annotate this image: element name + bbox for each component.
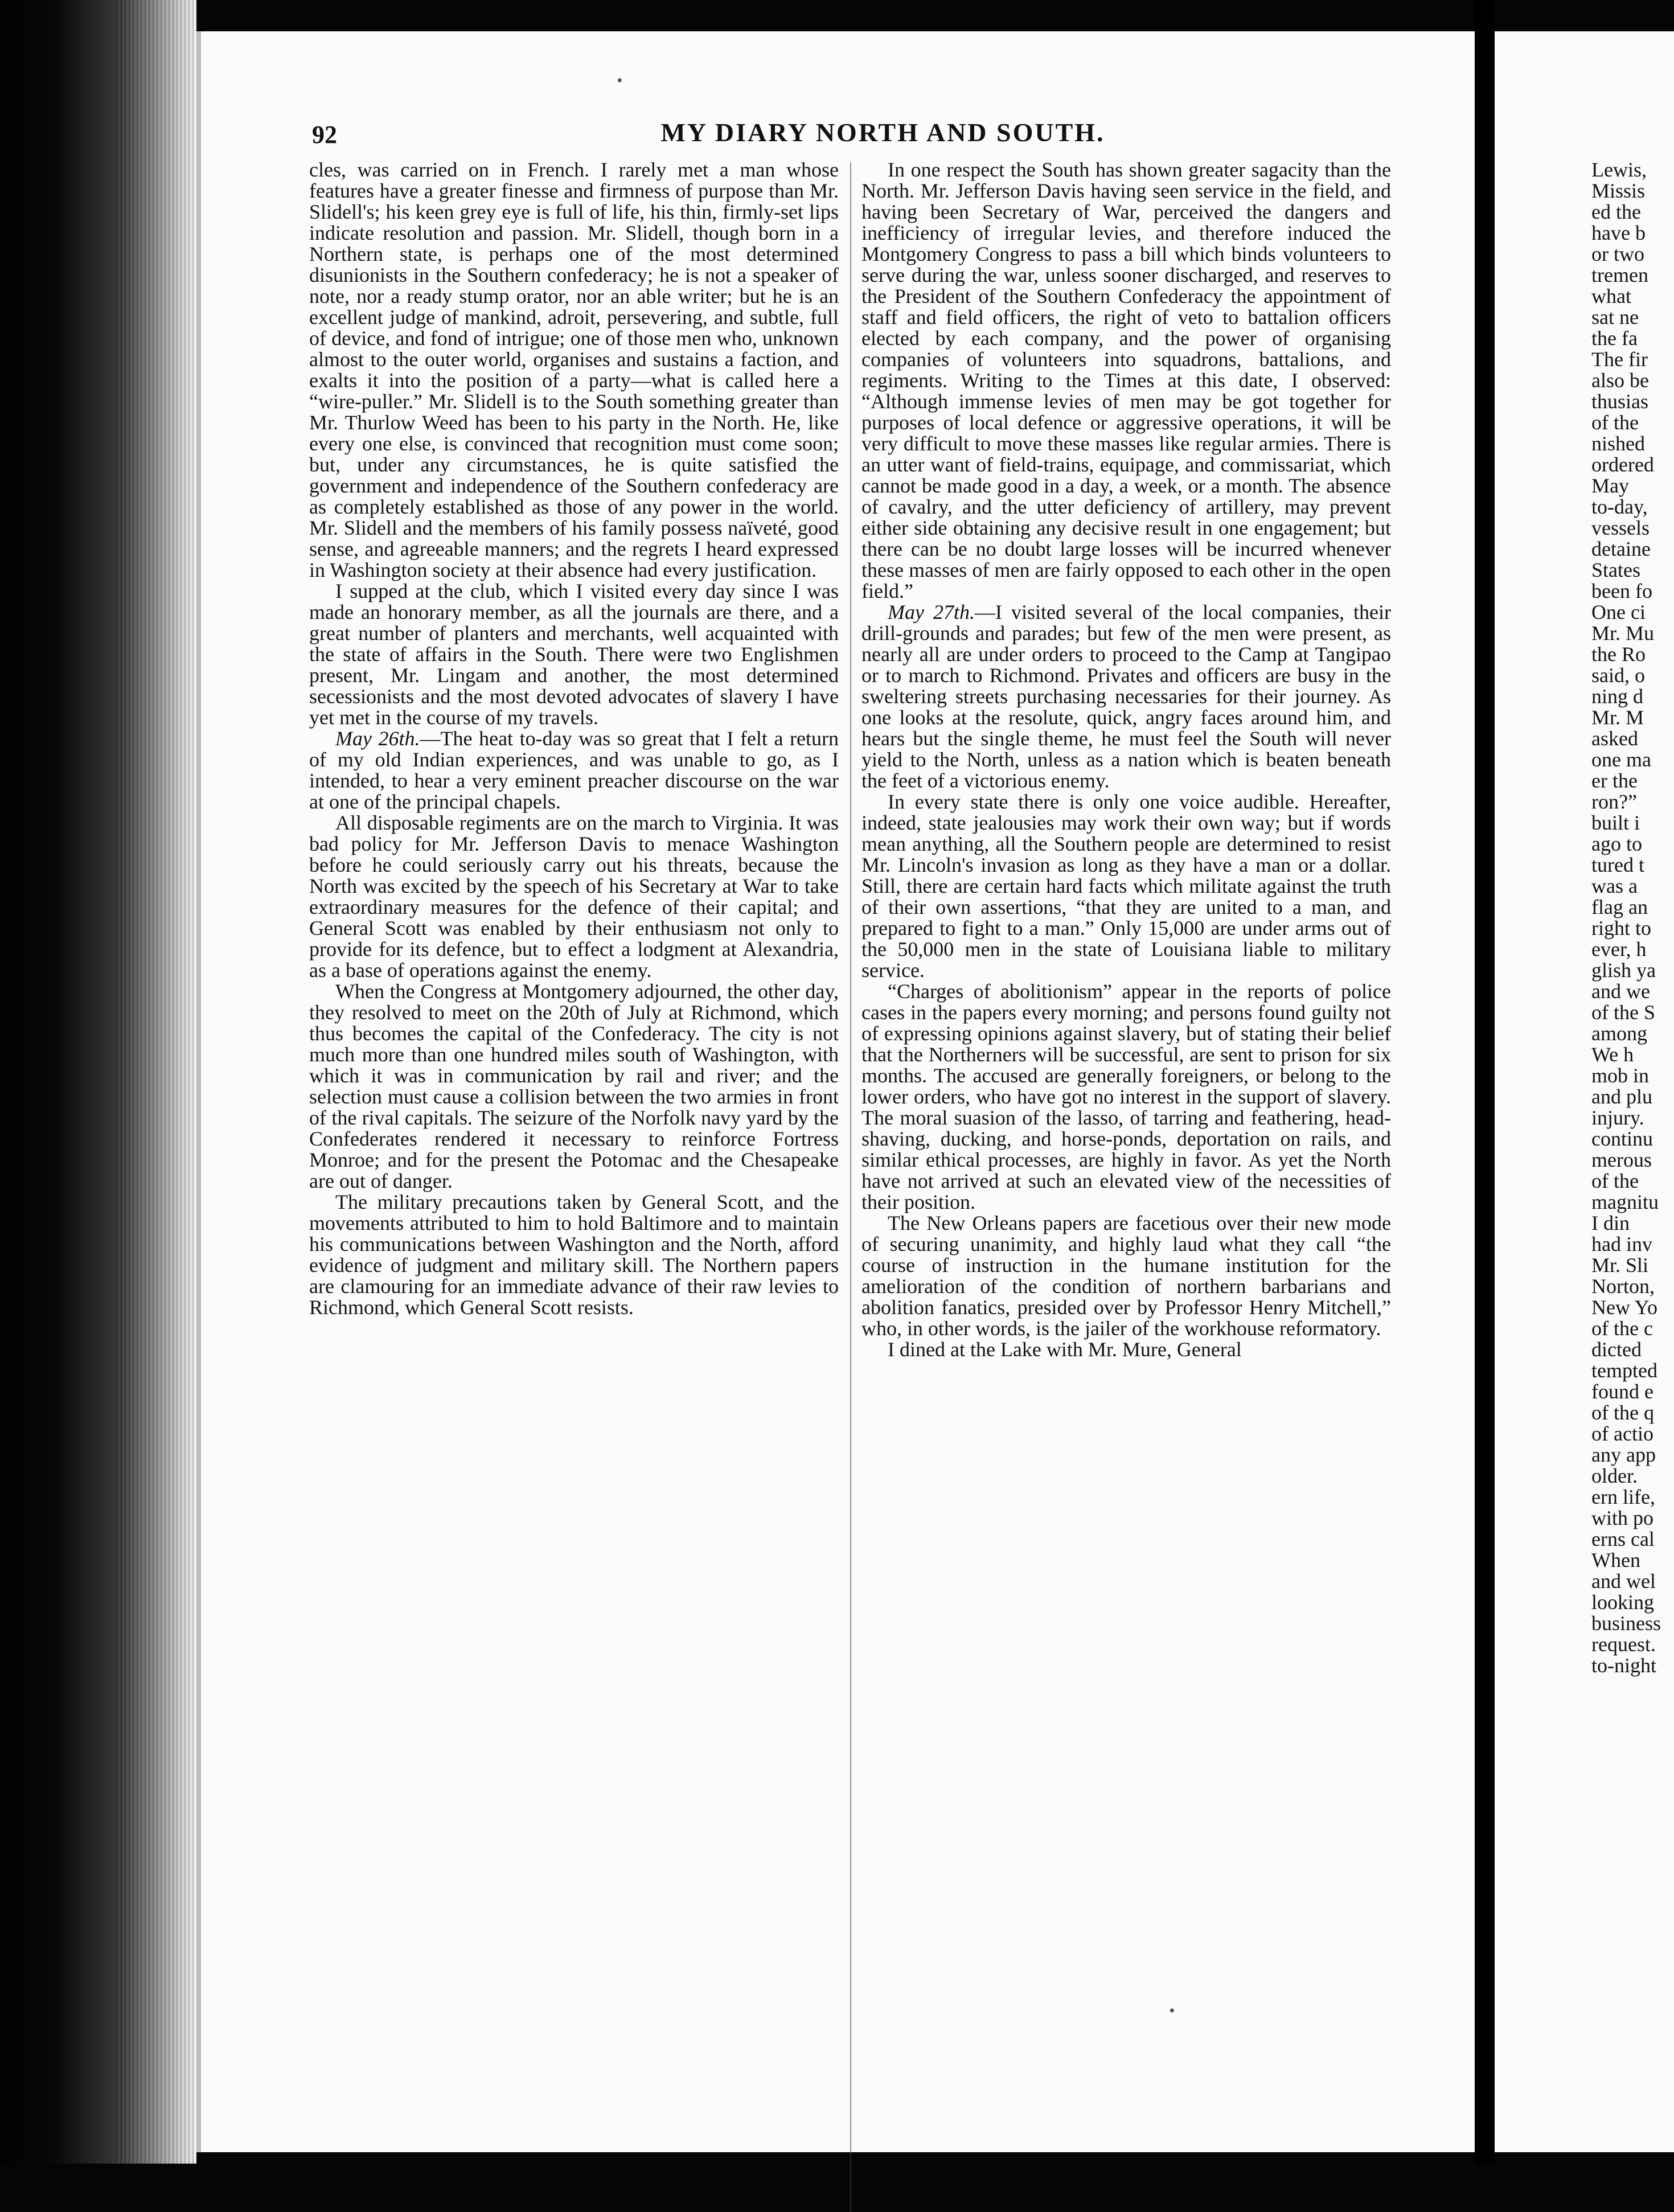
facing-page-line: ever, h [1591,938,1647,961]
facing-page-line: request. [1591,1633,1656,1656]
facing-page-line: detaine [1591,537,1651,560]
facing-page-line: of the S [1591,1001,1655,1024]
facing-page-line: asked [1591,727,1638,750]
paragraph-text: I supped at the club, which I visited every day since I was made an honorary member, as all the journals are there, and a great number of planters and merchants, well acquainted with the state of affairs in the South. There were two Englishmen present, Mr. Lingam and another, the most determined secessionists and the most devoted advocates of slavery I have yet met in the course of my travels. [309,580,839,729]
facing-page-line: ed the [1591,200,1641,223]
facing-page-line: have b [1591,221,1646,244]
facing-page-line: merous [1591,1148,1652,1171]
paragraph-text: “Charges of abolitionism” appear in the reports of police cases in the papers every morning; and persons found guilty not of expressing opinions against slavery, but of stating their belief that the Northerners will be successful, are sent to prison for six months. The accused are generally foreigners, or belong to the lower orders, who have got no interest in the support of slavery. The moral suasion of the lasso, of tarring and feathering, head-shaving, ducking, and horse-ponds, deportation on rails, and similar ethical processes, are highly in favor. As yet the North have not arrived at such an elevated view of the necessities of their position. [861,980,1391,1213]
page-number: 92 [312,121,337,149]
facing-page-line: to-night [1591,1654,1656,1677]
paragraph [309,812,839,981]
ink-mark: • [1169,2001,1175,2020]
diary-date: May 26th. [335,727,420,750]
paragraph-text: —I visited several of the local companies, their drill-grounds and parades; but few of the men were present, as nearly all are under orders to proceed to the Camp at Tangipao or to march to Richmond. Privates and officers are busy in the sweltering streets purchasing necessaries for their journey. As one looks at the resolute, quick, angry faces around him, and hears but the single theme, he must feel the South will never yield to the North, unless as a nation which is beaten beneath the feet of a victorious enemy. [861,601,1391,792]
paragraph [861,1213,1391,1339]
facing-page-line: or two [1591,243,1644,265]
facing-page-line: magnitu [1591,1191,1659,1213]
facing-page-line: Mr. Sli [1591,1254,1649,1277]
paragraph [309,581,839,728]
facing-page-line: Missis [1591,179,1646,202]
facing-page-line: mob in [1591,1064,1650,1087]
running-head: MY DIARY NORTH AND SOUTH. [660,118,1105,147]
facing-page-line: with po [1591,1507,1654,1529]
facing-page-line: tempted [1591,1359,1657,1382]
facing-page-line: When [1591,1549,1640,1571]
facing-page-line: States [1591,559,1640,581]
book-spine-edge [0,0,196,2164]
facing-page-line: er the [1591,769,1638,792]
facing-page-line: any app [1591,1443,1656,1466]
paragraph [861,1339,1391,1360]
paragraph [861,981,1391,1213]
paragraph-text: —The heat to-day was so great that I felt a return of my old Indian experiences, and was unable to go, as I intended, to hear a very eminent preacher discourse on the war at one of the principal chapels. [309,727,839,813]
paragraph [309,159,839,581]
paragraph [861,159,1391,602]
facing-page-line: ago to [1591,832,1642,855]
paragraph-text: In every state there is only one voice audible. Hereafter, indeed, state jealousies may work their own way; but if words mean anything, all the Southern people are determined to resist Mr. Lincoln's invasion as long as they have a man or a dollar. Still, there are certain hard facts which militate against the truth of their own assertions, “that they are united to a man, and prepared to fight to a man.” Only 15,000 are under arms out of the 50,000 men in the state of Louisiana liable to military service. [861,790,1391,982]
facing-page-line: The fir [1591,348,1648,371]
paragraph [309,728,839,812]
facing-page-line: injury. [1591,1106,1644,1129]
facing-page-line: said, o [1591,664,1645,687]
paragraph [309,981,839,1192]
facing-page-line: dicted [1591,1338,1642,1361]
facing-page-line: of the [1591,1169,1639,1192]
diary-date: May 27th. [888,601,975,623]
facing-page-line: Mr. Mu [1591,622,1655,645]
facing-page-line: erns cal [1591,1528,1655,1550]
facing-page-line: ordered [1591,453,1654,476]
facing-page-line: had inv [1591,1233,1652,1255]
facing-page-line: right to [1591,917,1651,939]
facing-page-line: vessels [1591,516,1650,539]
paragraph [861,602,1391,791]
book-page [196,31,1479,2152]
facing-page-line: among [1591,1022,1647,1045]
paragraph [861,791,1391,981]
right-text-column [861,159,1391,1360]
paragraph-text: In one respect the South has shown greater sagacity than the North. Mr. Jefferson Davis having seen service in the field, and having been Secretary of War, perceived the dangers and inefficiency of irregular levies, and therefore induced the Montgomery Congress to pass a bill which binds volunteers to serve during the war, unless sooner discharged, and reserves to the President of the Southern Confederacy the appointment of staff and field officers, the right of veto to battalion officers elected by each company, and the power of organising companies of volunteers into squadrons, battalions, and regiments. Writing to the Times at this date, I observed: “Although immense levies of men may be got together for purposes of local defence or aggressive operations, it will be very difficult to move these masses like regular armies. There is an utter want of field-trains, equipage, and commissariat, which cannot be made good in a day, a week, or a month. The absence of cavalry, and the utter deficiency of artillery, may prevent either side obtaining any decisive result in one engagement; but there can be no doubt large losses will be incurred whenever these masses of men are fairly opposed to each other in the open field.” [861,158,1391,602]
facing-page-line: found e [1591,1380,1654,1403]
facing-page-line: One ci [1591,601,1646,623]
paragraph-text: The New Orleans papers are facetious over their new mode of securing unanimity, and highly laud what they call “the course of instruction in the humane institution for the amelioration of the condition of northern barbarians and abolition fanatics, presided over by Professor Henry Mitchell,” who, in other words, is the jailer of the workhouse reformatory. [861,1212,1391,1340]
facing-page-line: May [1591,474,1629,497]
facing-page-line: of the c [1591,1317,1653,1340]
paragraph-text: I dined at the Lake with Mr. Mure, General [888,1338,1242,1361]
facing-page-line: ning d [1591,685,1644,708]
facing-page-line: thusias [1591,390,1649,413]
facing-page-line: New Yo [1591,1296,1658,1319]
facing-page-fragment [1495,31,1674,2152]
facing-page-line: what [1591,285,1631,307]
paragraph [309,1192,839,1318]
facing-page-line: the fa [1591,327,1638,350]
facing-page-line: Lewis, [1591,158,1647,181]
facing-page-line: and we [1591,980,1650,1003]
facing-page-line: looking [1591,1591,1655,1614]
paragraph-text: All disposable regiments are on the march to Virginia. It was bad policy for Mr. Jefferson Davis to menace Washington before he could seriously carry out his threats, because the North was excited by the speech of his Secretary at War to take extraordinary measures for the defence of their capital; and General Scott was enabled by their enthusiasm not only to provide for its defence, but to effect a lodgment at Alexandria, as a base of operations against the enemy. [309,811,839,982]
facing-page-line: also be [1591,369,1649,392]
facing-page-line: Mr. M [1591,706,1644,729]
facing-page-line: nished [1591,432,1645,455]
facing-page-line: was a [1591,875,1638,897]
facing-page-line: older. [1591,1464,1638,1487]
paragraph-text: When the Congress at Montgomery adjourned, the other day, they resolved to meet on the 20th of July at Richmond, which thus becomes the capital of the Confederacy. The city is not much more than one hundred miles south of Washington, with which it was in communication by rail and river; and the selection must cause a collision between the two armies in front of the rival capitals. The seizure of the Norfolk navy yard by the Confederates rendered it necessary to reinforce Fortress Monroe; and for the present the Potomac and the Chesapeake are out of danger. [309,980,839,1192]
facing-page-line: continu [1591,1127,1653,1150]
facing-page-line: tremen [1591,264,1648,286]
facing-page-line: Norton, [1591,1275,1655,1298]
facing-page-line: flag an [1591,896,1648,918]
facing-page-line: been fo [1591,580,1652,602]
paragraph-text: cles, was carried on in French. I rarely met a man whose features have a greater finesse and firmness of purpose than Mr. Slidell's; his keen grey eye is full of life, his thin, firmly-set lips indicate resolution and passion. Mr. Slidell, though born in a Northern state, is perhaps one of the most determined disunionists in the Southern confederacy; he is not a speaker of note, nor a ready stump orator, nor an able writer; but he is an excellent judge of mankind, adroit, persevering, and subtle, full of device, and fond of intrigue; one of those men who, unknown almost to the outer world, organises and sustains a faction, and exalts it into the position of a party—what is called here a “wire-puller.” Mr. Slidell is to the South something greater than Mr. Thurlow Weed has been to his party in the North. He, like every one else, is convinced that recognition must come soon; but, under any circumstances, he is quite satisfied the government and independence of the Southern confederacy are as completely established as those of any power in the world. Mr. Slidell and the members of his family possess naïveté, good sense, and agreeable manners; and the regrets I heard expressed in Washington society at their absence had every justification. [309,158,839,581]
facing-page-line: to-day, [1591,495,1648,518]
facing-page-line: of actio [1591,1422,1654,1445]
ink-mark: • [617,71,623,90]
facing-page-line: ron?” [1591,790,1637,813]
facing-page-line: the Ro [1591,643,1646,666]
facing-page-line: We h [1591,1043,1634,1066]
facing-page-line: ern life, [1591,1485,1655,1508]
facing-page-line: of the q [1591,1401,1654,1424]
facing-page-line: glish ya [1591,959,1656,982]
facing-page-line: sat ne [1591,306,1639,329]
facing-page-line: tured t [1591,853,1644,876]
facing-page-line: and plu [1591,1085,1652,1108]
facing-page-line: and wel [1591,1570,1656,1593]
facing-page-line: I din [1591,1212,1630,1234]
facing-page-lines [1591,159,1674,1676]
left-text-column [309,159,839,1318]
paragraph-text: The military precautions taken by General Scott, and the movements attributed to him to hold Baltimore and to maintain his communications between Washington and the North, afford evidence of judgment and military skill. The Northern papers are clamouring for an immediate advance of their raw levies to Richmond, which General Scott resists. [309,1191,839,1319]
facing-page-line: business [1591,1612,1661,1635]
column-divider [850,162,851,2212]
facing-page-line: one ma [1591,748,1651,771]
page-gutter-shadow [1475,0,1495,2164]
page-edges [117,0,196,2164]
facing-page-line: built i [1591,811,1640,834]
facing-page-line: of the [1591,411,1639,434]
